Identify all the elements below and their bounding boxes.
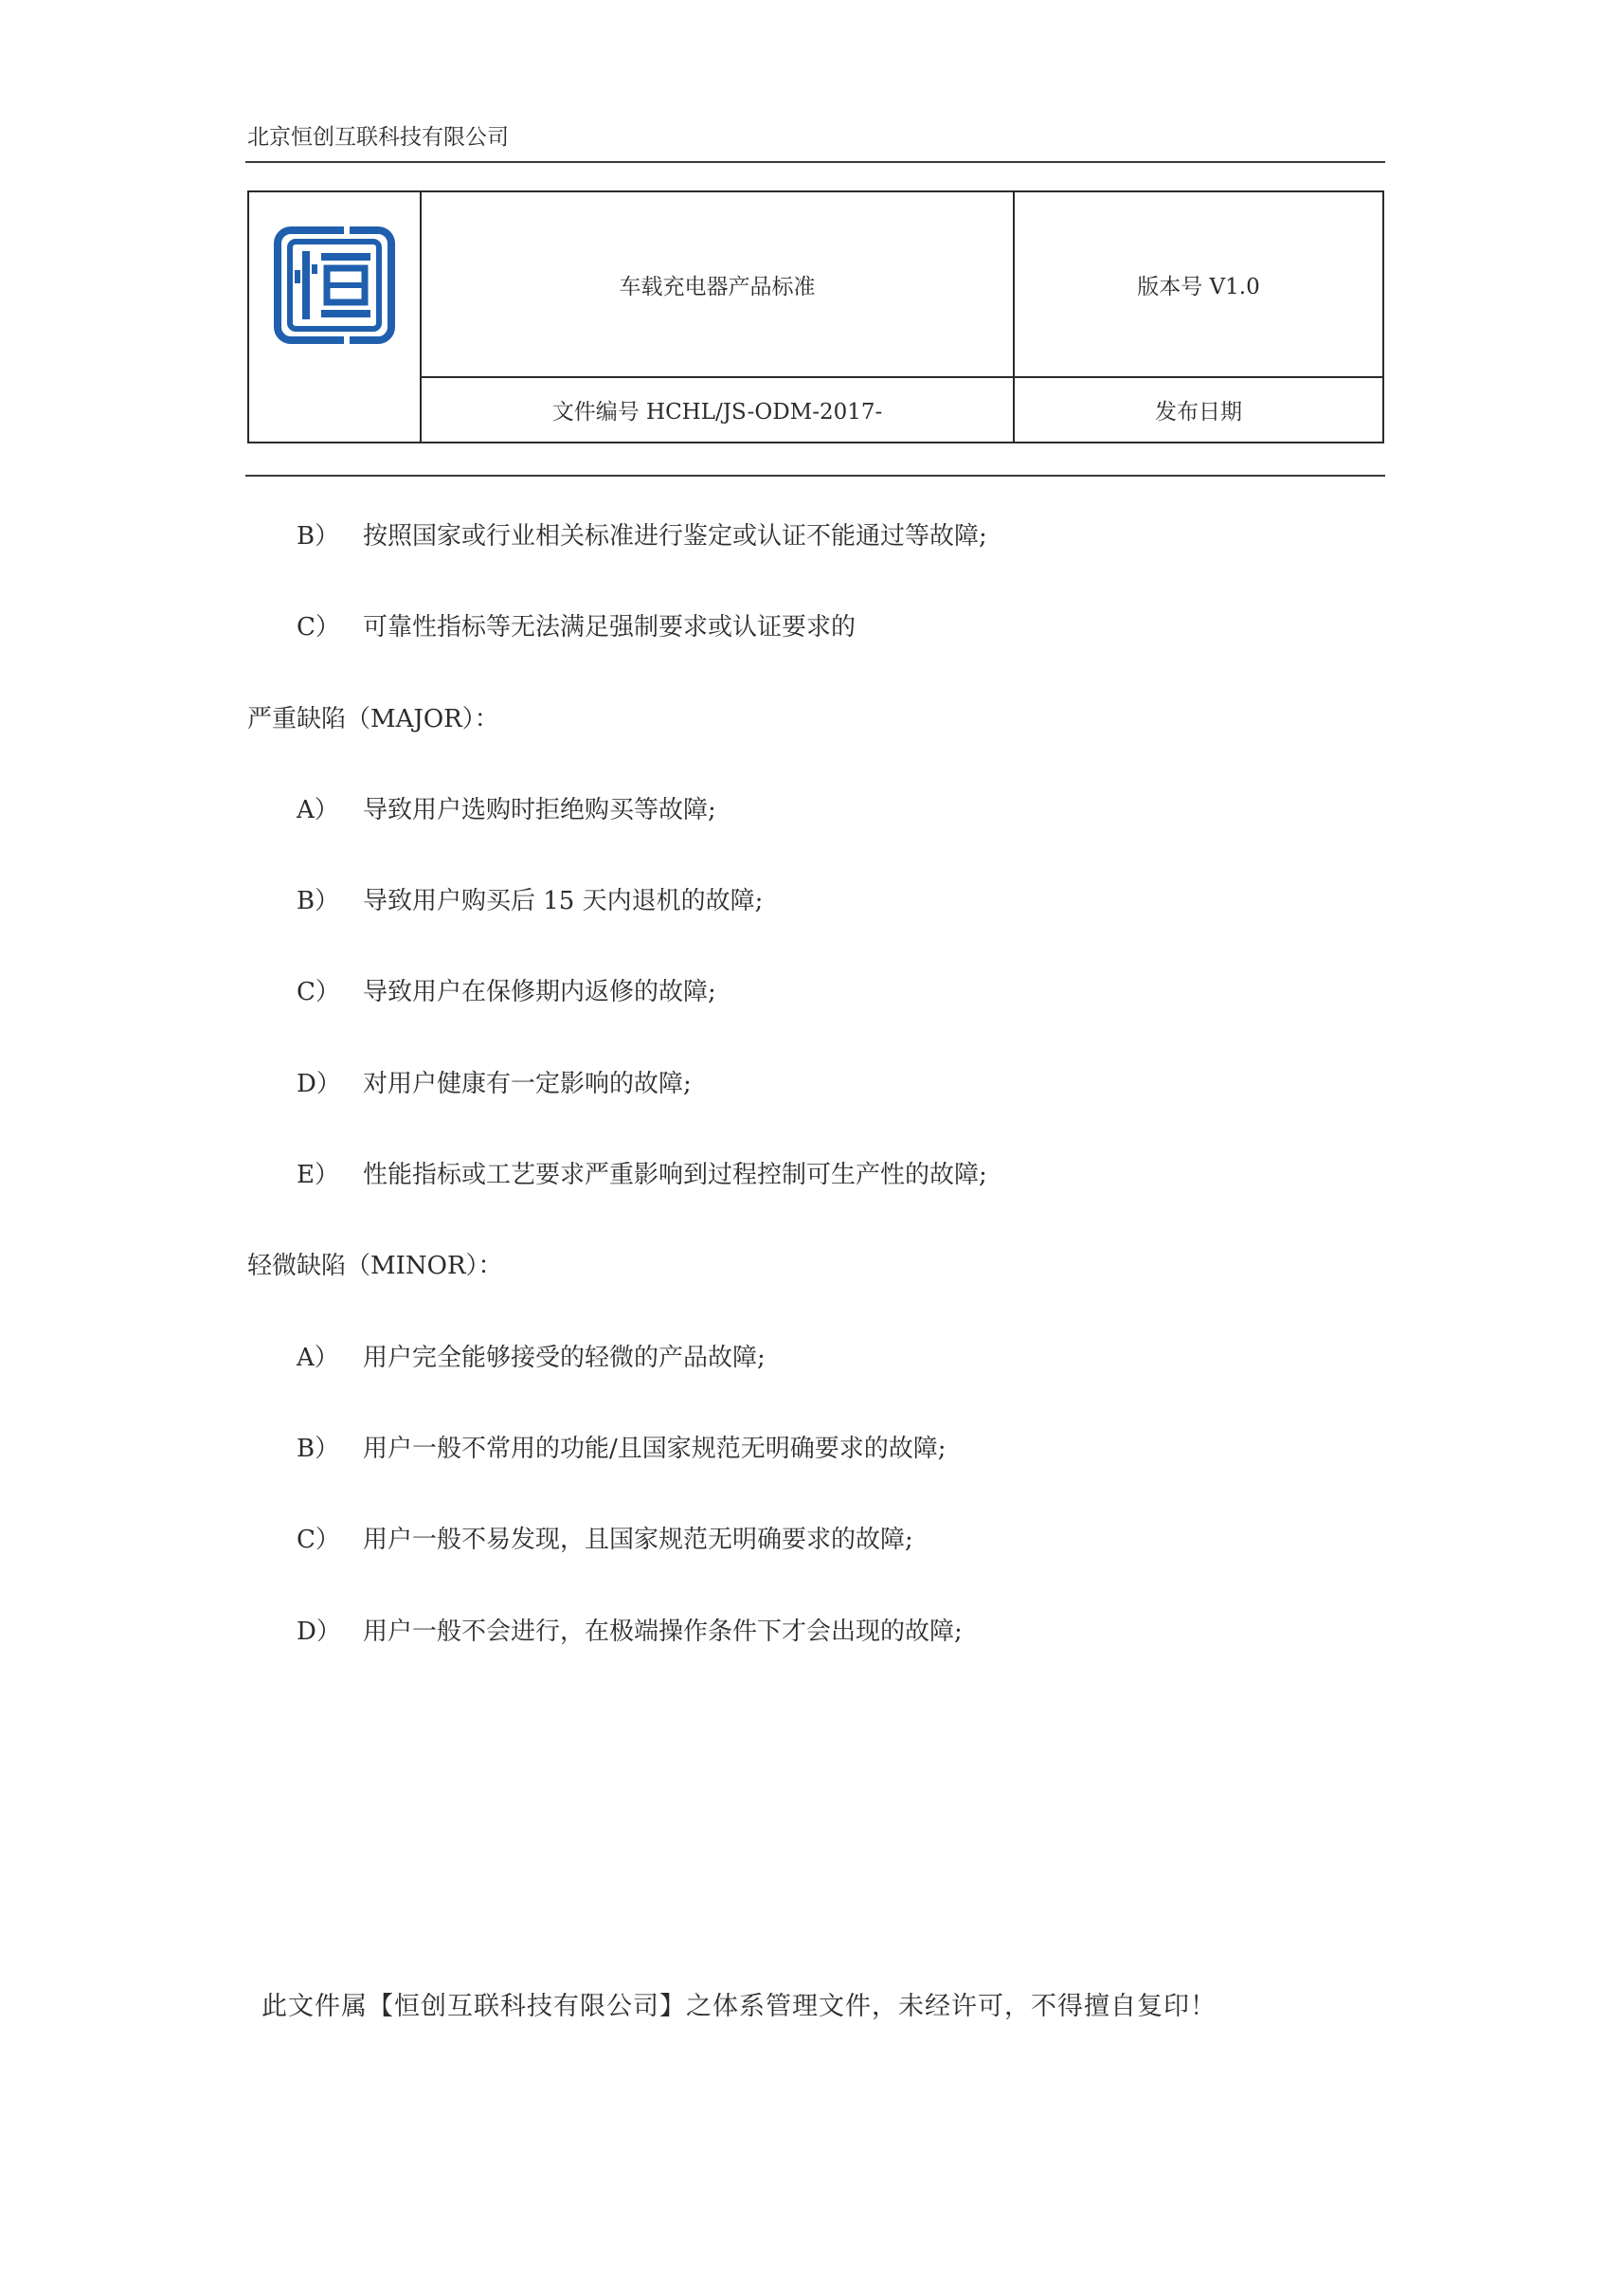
body-rule	[245, 475, 1385, 477]
document-title: 车载充电器产品标准	[421, 191, 1014, 377]
item-letter: B）	[297, 887, 340, 915]
item-text: 按照国家或行业相关标准进行鉴定或认证不能通过等故障;	[363, 522, 987, 551]
header-rule	[245, 161, 1385, 163]
heng-logo-icon	[274, 226, 395, 344]
item-text: 用户完全能够接受的轻微的产品故障;	[363, 1344, 766, 1372]
item-letter: C）	[297, 1526, 340, 1554]
minor-defect-heading: 轻微缺陷（MINOR）：	[247, 1252, 503, 1280]
item-text: 用户一般不常用的功能/且国家规范无明确要求的故障;	[363, 1435, 947, 1463]
list-item	[297, 1159, 987, 1191]
list-item	[297, 976, 716, 1008]
item-letter: A）	[297, 796, 339, 824]
release-date: 发布日期	[1014, 377, 1383, 443]
item-text: 用户一般不会进行，在极端操作条件下才会出现的故障;	[363, 1618, 963, 1646]
list-item	[297, 794, 716, 826]
item-text: 导致用户购买后 15 天内退机的故障;	[363, 887, 764, 915]
item-text: 导致用户在保修期内返修的故障;	[363, 978, 716, 1006]
list-item	[297, 1524, 913, 1556]
item-letter: D）	[297, 1618, 341, 1646]
list-item	[297, 1433, 947, 1465]
item-letter: D）	[297, 1070, 341, 1098]
item-letter: B）	[297, 522, 340, 551]
item-text: 可靠性指标等无法满足强制要求或认证要求的	[363, 613, 857, 642]
list-item	[297, 1616, 963, 1648]
company-header: 北京恒创互联科技有限公司	[247, 125, 509, 150]
list-item	[297, 885, 763, 917]
version-number: 版本号 V1.0	[1014, 191, 1383, 377]
list-item	[297, 611, 856, 643]
document-info-table	[247, 190, 1384, 443]
list-item	[297, 1342, 766, 1374]
item-letter: E）	[297, 1161, 339, 1189]
list-item	[297, 520, 987, 552]
item-text: 导致用户选购时拒绝购买等故障;	[363, 796, 716, 824]
item-letter: A）	[297, 1344, 339, 1372]
item-text: 性能指标或工艺要求严重影响到过程控制可生产性的故障;	[363, 1161, 987, 1189]
list-item	[297, 1068, 692, 1100]
item-letter: B）	[297, 1435, 340, 1463]
item-text: 用户一般不易发现，且国家规范无明确要求的故障;	[363, 1526, 913, 1554]
major-defect-heading: 严重缺陷（MAJOR）：	[247, 705, 499, 733]
logo-cell	[248, 191, 421, 443]
item-text: 对用户健康有一定影响的故障;	[363, 1070, 692, 1098]
item-letter: C）	[297, 978, 340, 1006]
file-number: 文件编号 HCHL/JS-ODM-2017-	[421, 377, 1014, 443]
item-letter: C）	[297, 613, 340, 642]
footer-notice: 此文件属【恒创互联科技有限公司】之体系管理文件，未经许可，不得擅自复印！	[261, 1992, 1217, 2021]
